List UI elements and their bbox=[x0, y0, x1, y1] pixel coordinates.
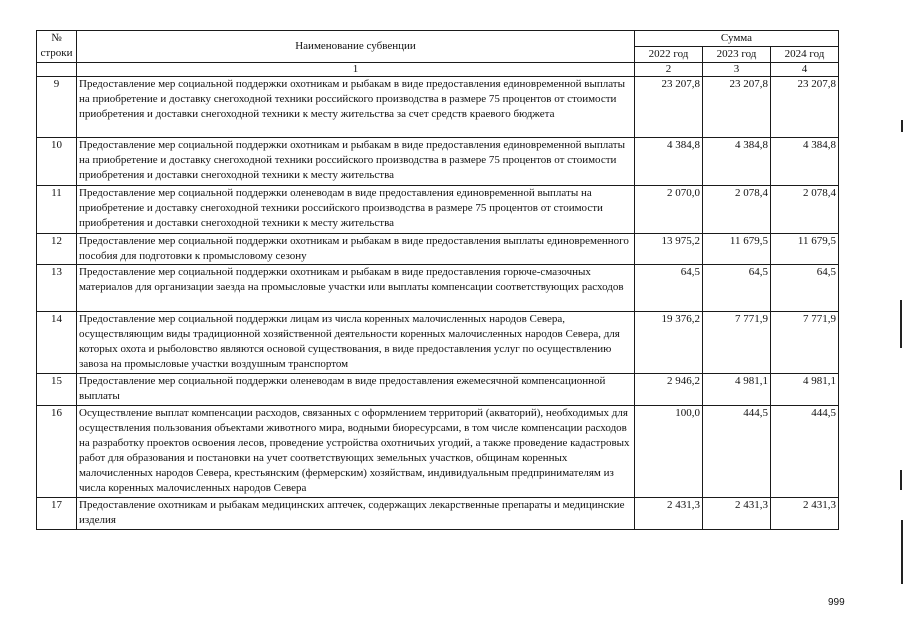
row-number-header-line2: строки bbox=[40, 47, 73, 59]
amount-2024: 2 078,4 bbox=[771, 186, 839, 234]
amount-2023: 64,5 bbox=[703, 265, 771, 312]
row-number: 14 bbox=[37, 312, 77, 374]
subsidy-table bbox=[36, 30, 839, 530]
amount-2023: 7 771,9 bbox=[703, 312, 771, 374]
table-row bbox=[37, 234, 839, 265]
amount-2024: 444,5 bbox=[771, 406, 839, 498]
amount-2022: 4 384,8 bbox=[635, 138, 703, 186]
subsidy-name: Предоставление мер социальной поддержки лицам из числа коренных малочисленных народов Севера, осуществляющим виды традиционной хозяйственной деятельности коренных малочисленных народов Севера, для которых охота и рыболовство являются основой существования, в виде предоставления услуг по осуществлению завоза на промысловые участки воздушным транспортом bbox=[77, 312, 635, 374]
amount-2022: 13 975,2 bbox=[635, 234, 703, 265]
amount-2023: 2 431,3 bbox=[703, 498, 771, 530]
column-index-cell: 1 bbox=[77, 63, 635, 77]
amount-2022: 23 207,8 bbox=[635, 77, 703, 138]
table-row bbox=[37, 138, 839, 186]
row-number: 17 bbox=[37, 498, 77, 530]
amount-2022: 19 376,2 bbox=[635, 312, 703, 374]
amount-2024: 64,5 bbox=[771, 265, 839, 312]
column-index-cell: 2 bbox=[635, 63, 703, 77]
amount-2022: 2 431,3 bbox=[635, 498, 703, 530]
subsidy-name: Предоставление мер социальной поддержки оленеводам в виде предоставления единовременной выплаты на приобретение и доставку снегоходной техники российского производства в размере 75 процентов от стоимости приобретения и доставки снегоходной техники к месту жительства bbox=[77, 186, 635, 234]
amount-2023: 23 207,8 bbox=[703, 77, 771, 138]
subsidy-name: Осуществление выплат компенсации расходов, связанных с оформлением территорий (акваторий), необходимых для осуществления пользования объектами животного мира, водными биоресурсами, в том числе компенсации расходов на разработку проектов освоения лесов, проведение устройства охотничьих угодий, а также проведение кадастровых работ для образования и постановки на учет соответствующих земельных участков, общинам коренных малочисленных народов Севера, крестьянским (фермерским) хозяйствам, индивидуальным предпринимателям из числа коренных малочисленных народов Севера bbox=[77, 406, 635, 498]
amount-2024: 23 207,8 bbox=[771, 77, 839, 138]
amount-2022: 2 946,2 bbox=[635, 374, 703, 406]
header-row-top bbox=[37, 31, 839, 47]
amount-2023: 4 384,8 bbox=[703, 138, 771, 186]
amount-2022: 64,5 bbox=[635, 265, 703, 312]
column-index-cell: 3 bbox=[703, 63, 771, 77]
row-number: 12 bbox=[37, 234, 77, 265]
sum-header: Сумма bbox=[635, 31, 839, 47]
amount-2023: 2 078,4 bbox=[703, 186, 771, 234]
table-row bbox=[37, 406, 839, 498]
scan-margin-mark bbox=[901, 120, 903, 132]
amount-2023: 444,5 bbox=[703, 406, 771, 498]
subsidy-name: Предоставление мер социальной поддержки оленеводам в виде предоставления ежемесячной компенсационной выплаты bbox=[77, 374, 635, 406]
amount-2023: 4 981,1 bbox=[703, 374, 771, 406]
subsidy-name: Предоставление охотникам и рыбакам медицинских аптечек, содержащих лекарственные препараты и медицинские изделия bbox=[77, 498, 635, 530]
subsidy-name: Предоставление мер социальной поддержки охотникам и рыбакам в виде предоставления единовременной выплаты на приобретение и доставку снегоходной техники российского производства в размере 75 процентов от стоимости приобретения и доставки снегоходной техники к месту жительства за счет средств краевого бюджета bbox=[77, 77, 635, 138]
row-number: 11 bbox=[37, 186, 77, 234]
amount-2024: 2 431,3 bbox=[771, 498, 839, 530]
page-number: 999 bbox=[828, 597, 845, 608]
scan-margin-mark bbox=[901, 520, 903, 584]
amount-2024: 4 981,1 bbox=[771, 374, 839, 406]
row-number: 10 bbox=[37, 138, 77, 186]
table-row bbox=[37, 265, 839, 312]
scan-margin-mark bbox=[900, 470, 902, 490]
amount-2024: 7 771,9 bbox=[771, 312, 839, 374]
subsidy-name-header: Наименование субвенции bbox=[77, 31, 635, 63]
row-number: 9 bbox=[37, 77, 77, 138]
amount-2024: 11 679,5 bbox=[771, 234, 839, 265]
amount-2022: 100,0 bbox=[635, 406, 703, 498]
row-number: 16 bbox=[37, 406, 77, 498]
subsidy-name: Предоставление мер социальной поддержки охотникам и рыбакам в виде предоставления горюче-смазочных материалов для организации заезда на промысловые участки или выплаты компенсации соответствующих расходов bbox=[77, 265, 635, 312]
row-number: 13 bbox=[37, 265, 77, 312]
table-row bbox=[37, 77, 839, 138]
amount-2023: 11 679,5 bbox=[703, 234, 771, 265]
row-number-header-line1: № bbox=[51, 32, 62, 44]
row-number: 15 bbox=[37, 374, 77, 406]
column-index-row bbox=[37, 63, 839, 77]
year-2023-header: 2023 год bbox=[703, 47, 771, 63]
subsidy-name: Предоставление мер социальной поддержки охотникам и рыбакам в виде предоставления единовременной выплаты на приобретение и доставку снегоходной техники российского производства в размере 75 процентов от стоимости приобретения и доставки снегоходной техники к месту жительства bbox=[77, 138, 635, 186]
year-2024-header: 2024 год bbox=[771, 47, 839, 63]
row-number-header bbox=[37, 31, 77, 63]
table-row bbox=[37, 374, 839, 406]
table-row bbox=[37, 312, 839, 374]
scan-margin-mark bbox=[900, 300, 902, 348]
column-index-cell bbox=[37, 63, 77, 77]
year-2022-header: 2022 год bbox=[635, 47, 703, 63]
amount-2024: 4 384,8 bbox=[771, 138, 839, 186]
column-index-cell: 4 bbox=[771, 63, 839, 77]
table-row bbox=[37, 186, 839, 234]
amount-2022: 2 070,0 bbox=[635, 186, 703, 234]
table-row bbox=[37, 498, 839, 530]
subsidy-name: Предоставление мер социальной поддержки охотникам и рыбакам в виде предоставления выплаты единовременного пособия для подготовки к промысловому сезону bbox=[77, 234, 635, 265]
